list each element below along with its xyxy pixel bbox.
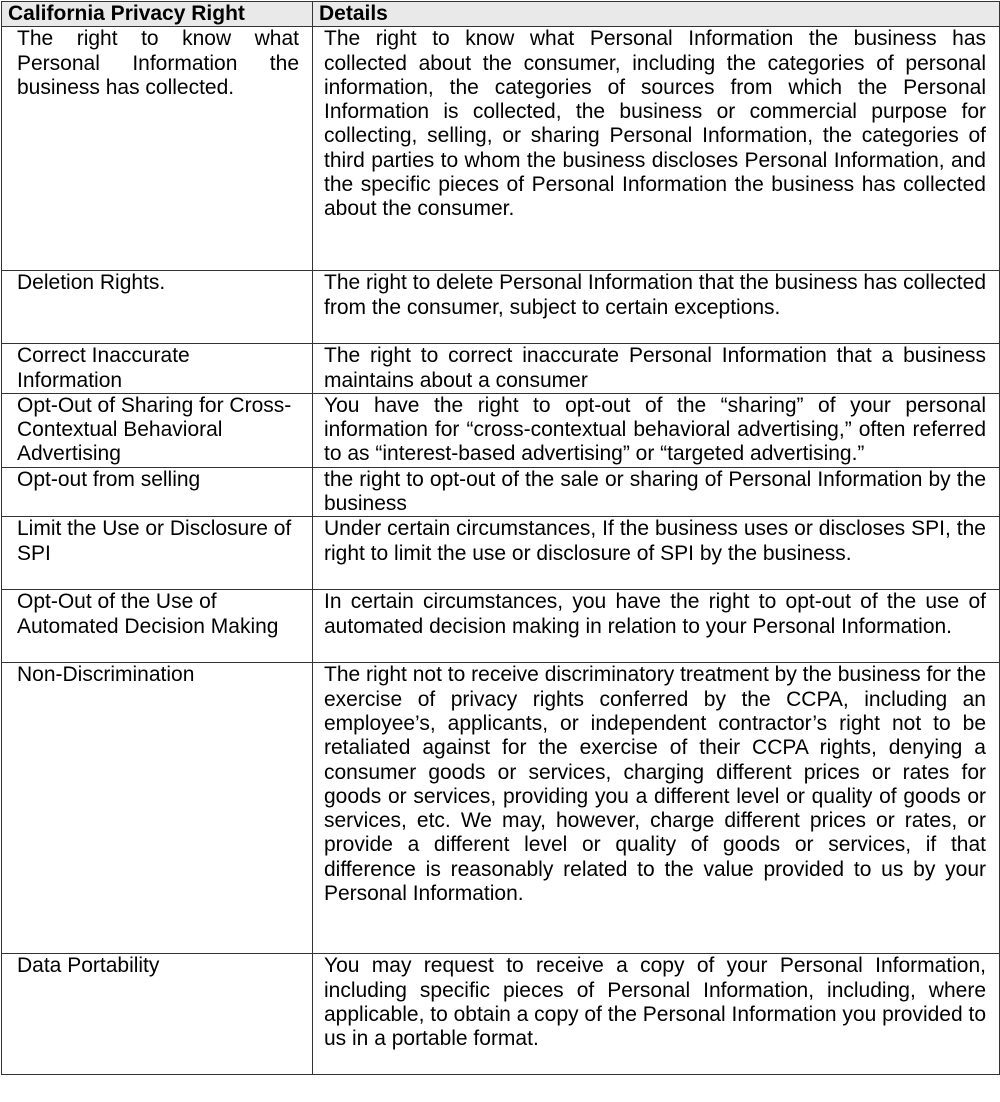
privacy-rights-table — [1, 1, 1000, 1075]
right-to-know-details: The right to know what Personal Information the business has collected about the consumer, including the categories of personal information, the categories of sources from which the Personal Information is collected, the business or commercial purpose for collecting, selling, or sharing Personal Information, the categories of third parties to whom the business discloses Personal Information, and the specific pieces of Personal Information the business has collected about the consumer. — [313, 27, 1000, 271]
limit-spi-cell: Limit the Use or Disclosure of SPI — [2, 517, 313, 590]
opt-out-selling-details: the right to opt-out of the sale or sharing of Personal Information by the business — [313, 467, 1000, 517]
header-row — [2, 2, 1000, 27]
correct-inaccurate-cell: Correct Inaccurate Information — [2, 344, 313, 394]
table-row — [2, 271, 1000, 344]
limit-spi-details: Under certain circumstances, If the business uses or discloses SPI, the right to limit the use or disclosure of SPI by the business. — [313, 517, 1000, 590]
non-discrimination-cell: Non-Discrimination — [2, 663, 313, 954]
opt-out-sharing-cell: Opt-Out of Sharing for Cross-Contextual Behavioral Advertising — [2, 393, 313, 467]
table-row — [2, 590, 1000, 663]
deletion-rights-cell: Deletion Rights. — [2, 271, 313, 344]
non-discrimination-details: The right not to receive discriminatory treatment by the business for the exercise of privacy rights conferred by the CCPA, including an employee’s, applicants, or independent contractor’s right not to be retaliated against for the exercise of their CCPA rights, denying a consumer goods or services, charging different prices or rates for goods or services, providing you a different level or quality of goods or services, etc. We may, however, charge different prices or rates, or provide a different level or quality of goods or services, if that difference is reasonably related to the value provided to us by your Personal Information. — [313, 663, 1000, 954]
data-portability-cell: Data Portability — [2, 954, 313, 1075]
data-portability-details: You may request to receive a copy of your Personal Information, including specific pieces of Personal Information, including, where applicable, to obtain a copy of the Personal Information you provided to us in a portable format. — [313, 954, 1000, 1075]
table-header — [2, 2, 1000, 27]
table-row — [2, 517, 1000, 590]
table-row — [2, 663, 1000, 954]
right-to-know-cell: The right to know what Personal Information the business has collected. — [2, 27, 313, 271]
opt-out-sharing-details: You have the right to opt-out of the “sharing” of your personal information for “cross-contextual behavioral advertising,” often referred to as “interest-based advertising” or “targeted advertising.” — [313, 393, 1000, 467]
opt-out-automated-cell: Opt-Out of the Use of Automated Decision Making — [2, 590, 313, 663]
table-row — [2, 467, 1000, 517]
header-california-privacy-right: California Privacy Right — [2, 2, 313, 27]
table-row — [2, 27, 1000, 271]
table-body — [2, 27, 1000, 1075]
header-details: Details — [313, 2, 1000, 27]
correct-inaccurate-details: The right to correct inaccurate Personal Information that a business maintains about a consumer — [313, 344, 1000, 394]
table-row — [2, 393, 1000, 467]
table-row — [2, 954, 1000, 1075]
opt-out-automated-details: In certain circumstances, you have the right to opt-out of the use of automated decision making in relation to your Personal Information. — [313, 590, 1000, 663]
opt-out-selling-cell: Opt-out from selling — [2, 467, 313, 517]
table-row — [2, 344, 1000, 394]
deletion-rights-details: The right to delete Personal Information that the business has collected from the consumer, subject to certain exceptions. — [313, 271, 1000, 344]
